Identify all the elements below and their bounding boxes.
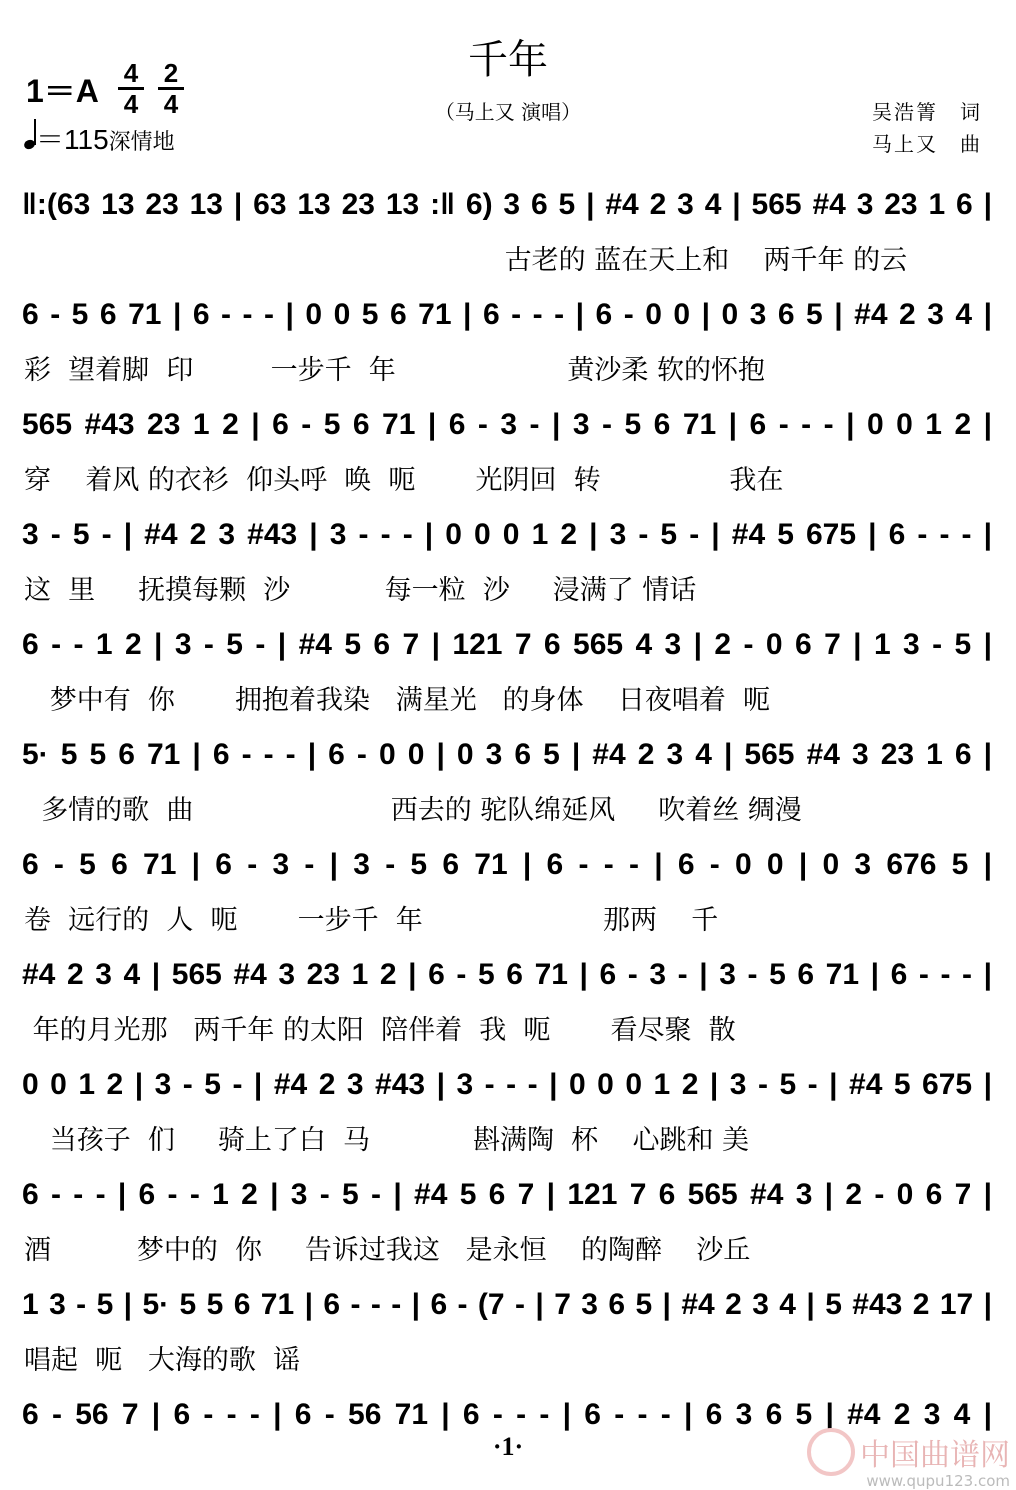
- notation-text: 6 - 5 6 71 | 6 - - - | 0 0 5 6 71 | 6 - - - | 6 - 0 0 | 0 3 6 5 | #4 2 3 4 |: [22, 298, 992, 331]
- notation-line: [22, 738, 992, 778]
- notation-text: 565 #43 23 1 2 | 6 - 5 6 71 | 6 - 3 - | 3 - 5 6 71 | 6 - - - | 0 0 1 2 |: [22, 408, 992, 441]
- notation-text: 6 - 5 6 71 | 6 - 3 - | 3 - 5 6 71 | 6 - - - | 6 - 0 0 | 0 3 676 5 |: [22, 848, 992, 881]
- watermark-logo-icon: [807, 1428, 855, 1476]
- notation-line: [22, 408, 992, 448]
- notation-text: 1 3 - 5 | 5· 5 5 6 71 | 6 - - - | 6 - (7 - | 7 3 6 5 | #4 2 3 4 | 5 #43 2 17 |: [22, 1288, 992, 1321]
- notation-text: 6 - 56 7 | 6 - - - | 6 - 56 71 | 6 - - - | 6 - - - | 6 3 6 5 | #4 2 3 4 |: [22, 1398, 992, 1431]
- notation-line: [22, 1068, 992, 1108]
- lyric-text: 这 里 抚摸每颗 沙 每一粒 沙 浸满了 情话: [24, 575, 697, 606]
- lyric-line: [24, 348, 992, 386]
- notation-text: ‖:(63 13 23 13 | 63 13 23 13 :‖ 6) 3 6 5 | #4 2 3 4 | 565 #4 3 23 1 6 |: [22, 188, 992, 221]
- performer-credit: （马上又 演唱）: [434, 100, 582, 124]
- lyric-line: [24, 458, 992, 496]
- lyric-line: [24, 898, 992, 936]
- time-signature-bottom: 4: [163, 89, 179, 119]
- lyric-text: 彩 望着脚 印 一步千 年 黄沙柔 软的怀抱: [24, 355, 765, 386]
- notation-text: 6 - - 1 2 | 3 - 5 - | #4 5 6 7 | 121 7 6 565 4 3 | 2 - 0 6 7 | 1 3 - 5 |: [22, 628, 992, 661]
- lyric-text: 唱起 呃 大海的歌 谣: [24, 1345, 301, 1376]
- notation-line: [22, 188, 992, 228]
- notation-text: 5· 5 5 6 71 | 6 - - - | 6 - 0 0 | 0 3 6 5 | #4 2 3 4 | 565 #4 3 23 1 6 |: [22, 738, 992, 771]
- lyric-text: 卷 远行的 人 呃 一步千 年 那两 千: [24, 905, 719, 936]
- song-title: 千年: [468, 37, 548, 83]
- lyric-line: [24, 1118, 992, 1156]
- notation-line: [22, 628, 992, 668]
- watermark-text: 中国曲谱网: [860, 1438, 1010, 1473]
- lyric-text: 梦中有 你 拥抱着我染 满星光 的身体 日夜唱着 呃: [24, 685, 770, 716]
- notation-line: [22, 518, 992, 558]
- lyric-line: [24, 1338, 992, 1376]
- expression-mark: 深情地: [108, 130, 175, 155]
- notation-line: [22, 1288, 992, 1328]
- notation-text: 3 - 5 - | #4 2 3 #43 | 3 - - - | 0 0 0 1 2 | 3 - 5 - | #4 5 675 | 6 - - - |: [22, 518, 992, 551]
- lyric-line: [24, 1008, 992, 1046]
- time-signature-bottom: 4: [123, 89, 139, 119]
- watermark: [807, 1428, 1010, 1490]
- lyric-line: [24, 788, 992, 826]
- tempo-value: ＝115: [36, 124, 109, 155]
- composer-credit: 马上又 曲: [872, 132, 982, 156]
- lyric-line: [24, 1228, 992, 1266]
- notation-line: [22, 298, 992, 338]
- lyric-text: 多情的歌 曲 西去的 驼队绵延风 吹着丝 绸漫: [24, 795, 802, 826]
- lyric-text: 穿 着风 的衣衫 仰头呼 唤 呃 光阴回 转 我在: [24, 465, 784, 496]
- notation-line: [22, 848, 992, 888]
- lyric-line: [24, 568, 992, 606]
- lyric-text: 当孩子 们 骑上了白 马 斟满陶 杯 心跳和 美: [24, 1125, 750, 1156]
- lyric-text: 酒 梦中的 你 告诉过我这 是永恒 的陶醉 沙丘: [24, 1235, 751, 1266]
- notation-line: [22, 1178, 992, 1218]
- lyric-line: [24, 238, 992, 276]
- lyric-text: 年的月光那 两千年 的太阳 陪伴着 我 呃 看尽聚 散: [24, 1015, 736, 1046]
- page-number: ·1·: [492, 1432, 524, 1461]
- notation-text: #4 2 3 4 | 565 #4 3 23 1 2 | 6 - 5 6 71 | 6 - 3 - | 3 - 5 6 71 | 6 - - - |: [22, 958, 992, 991]
- notation-line: [22, 958, 992, 998]
- key-signature: 1＝A: [26, 73, 99, 109]
- notation-text: 6 - - - | 6 - - 1 2 | 3 - 5 - | #4 5 6 7 | 121 7 6 565 #4 3 | 2 - 0 6 7 |: [22, 1178, 992, 1211]
- watermark-url: www.qupu123.com: [866, 1472, 1010, 1490]
- time-signature-top: 2: [163, 58, 179, 88]
- lyric-line: [24, 678, 992, 716]
- time-signature-top: 4: [123, 58, 139, 88]
- lyricist-credit: 吴浩箐 词: [872, 100, 982, 124]
- notation-text: 0 0 1 2 | 3 - 5 - | #4 2 3 #43 | 3 - - - | 0 0 0 1 2 | 3 - 5 - | #4 5 675 |: [22, 1068, 992, 1101]
- lyric-text: 古老的 蓝在天上和 两千年 的云: [24, 245, 908, 276]
